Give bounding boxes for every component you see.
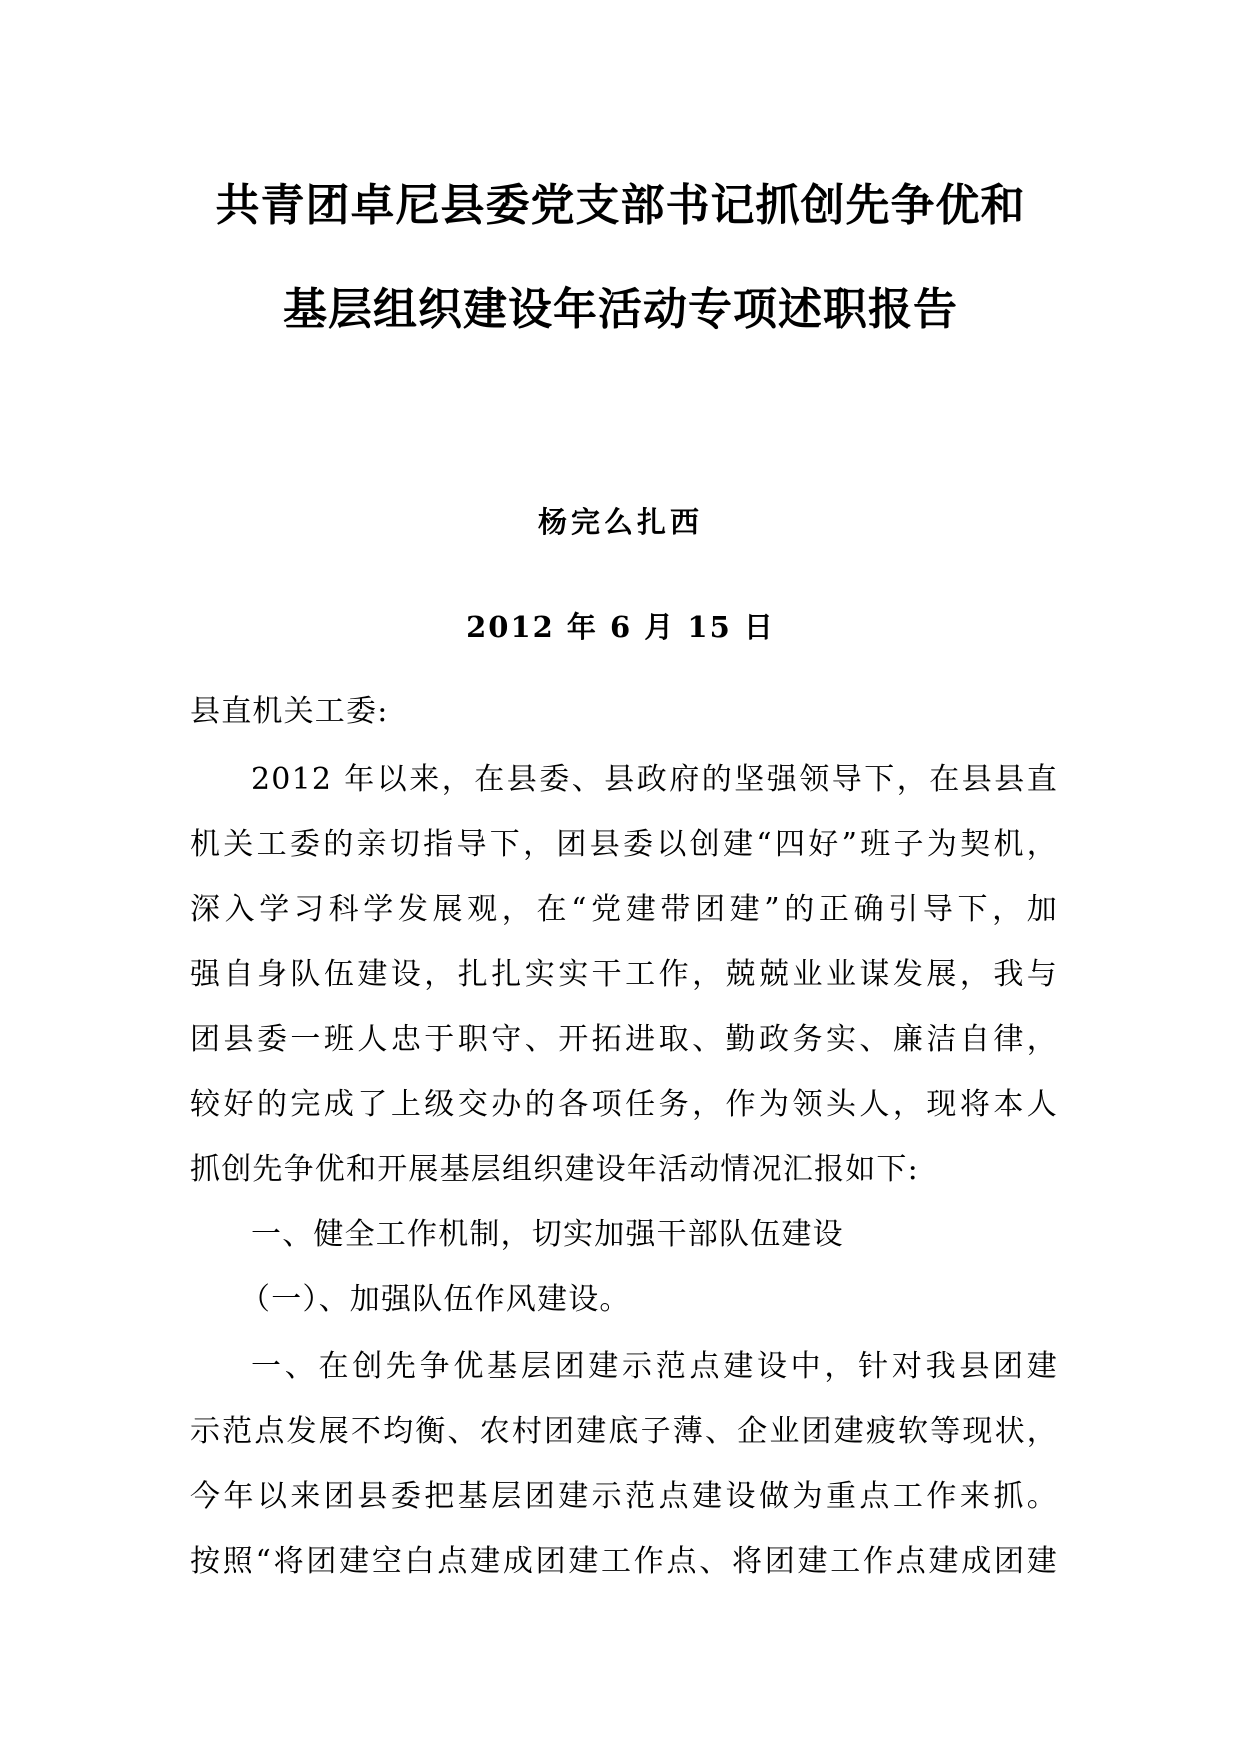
paragraph-line: 今年以来团县委把基层团建示范点建设做为重点工作来抓。 — [190, 1479, 1058, 1514]
subsection-heading: （一）、加强队伍作风建设。 — [240, 1282, 631, 1317]
paragraph-line: 较好的完成了上级交办的各项任务，作为领头人，现将本人 — [190, 1087, 1058, 1122]
paragraph-line: 团县委一班人忠于职守、开拓进取、勤政务实、廉洁自律， — [190, 1022, 1058, 1057]
paragraph-line: 按照“将团建空白点建成团建工作点、将团建工作点建成团建 — [190, 1544, 1058, 1579]
paragraph-line: 深入学习科学发展观，在“党建带团建”的正确引导下，加 — [190, 892, 1058, 927]
document-title-line-1: 共青团卓尼县委党支部书记抓创先争优和 — [215, 180, 1026, 231]
section-heading: 一、健全工作机制，切实加强干部队伍建设 — [251, 1217, 844, 1252]
salutation: 县直机关工委: — [190, 694, 389, 729]
paragraph-line: 2012 年以来，在县委、县政府的坚强领导下，在县县直 — [251, 762, 1058, 797]
author-name: 杨完么扎西 — [537, 505, 703, 539]
paragraph-line: 机关工委的亲切指导下，团县委以创建“四好”班子为契机， — [190, 827, 1058, 862]
report-date: 2012 年 6 月 15 日 — [466, 610, 775, 644]
paragraph-line: 一、在创先争优基层团建示范点建设中，针对我县团建 — [251, 1349, 1058, 1384]
paragraph-line: 抓创先争优和开展基层组织建设年活动情况汇报如下: — [190, 1152, 919, 1187]
document-title-line-2: 基层组织建设年活动专项述职报告 — [283, 284, 958, 335]
paragraph-line: 强自身队伍建设，扎扎实实干工作，兢兢业业谋发展，我与 — [190, 957, 1058, 992]
paragraph-line: 示范点发展不均衡、农村团建底子薄、企业团建疲软等现状， — [190, 1414, 1058, 1449]
